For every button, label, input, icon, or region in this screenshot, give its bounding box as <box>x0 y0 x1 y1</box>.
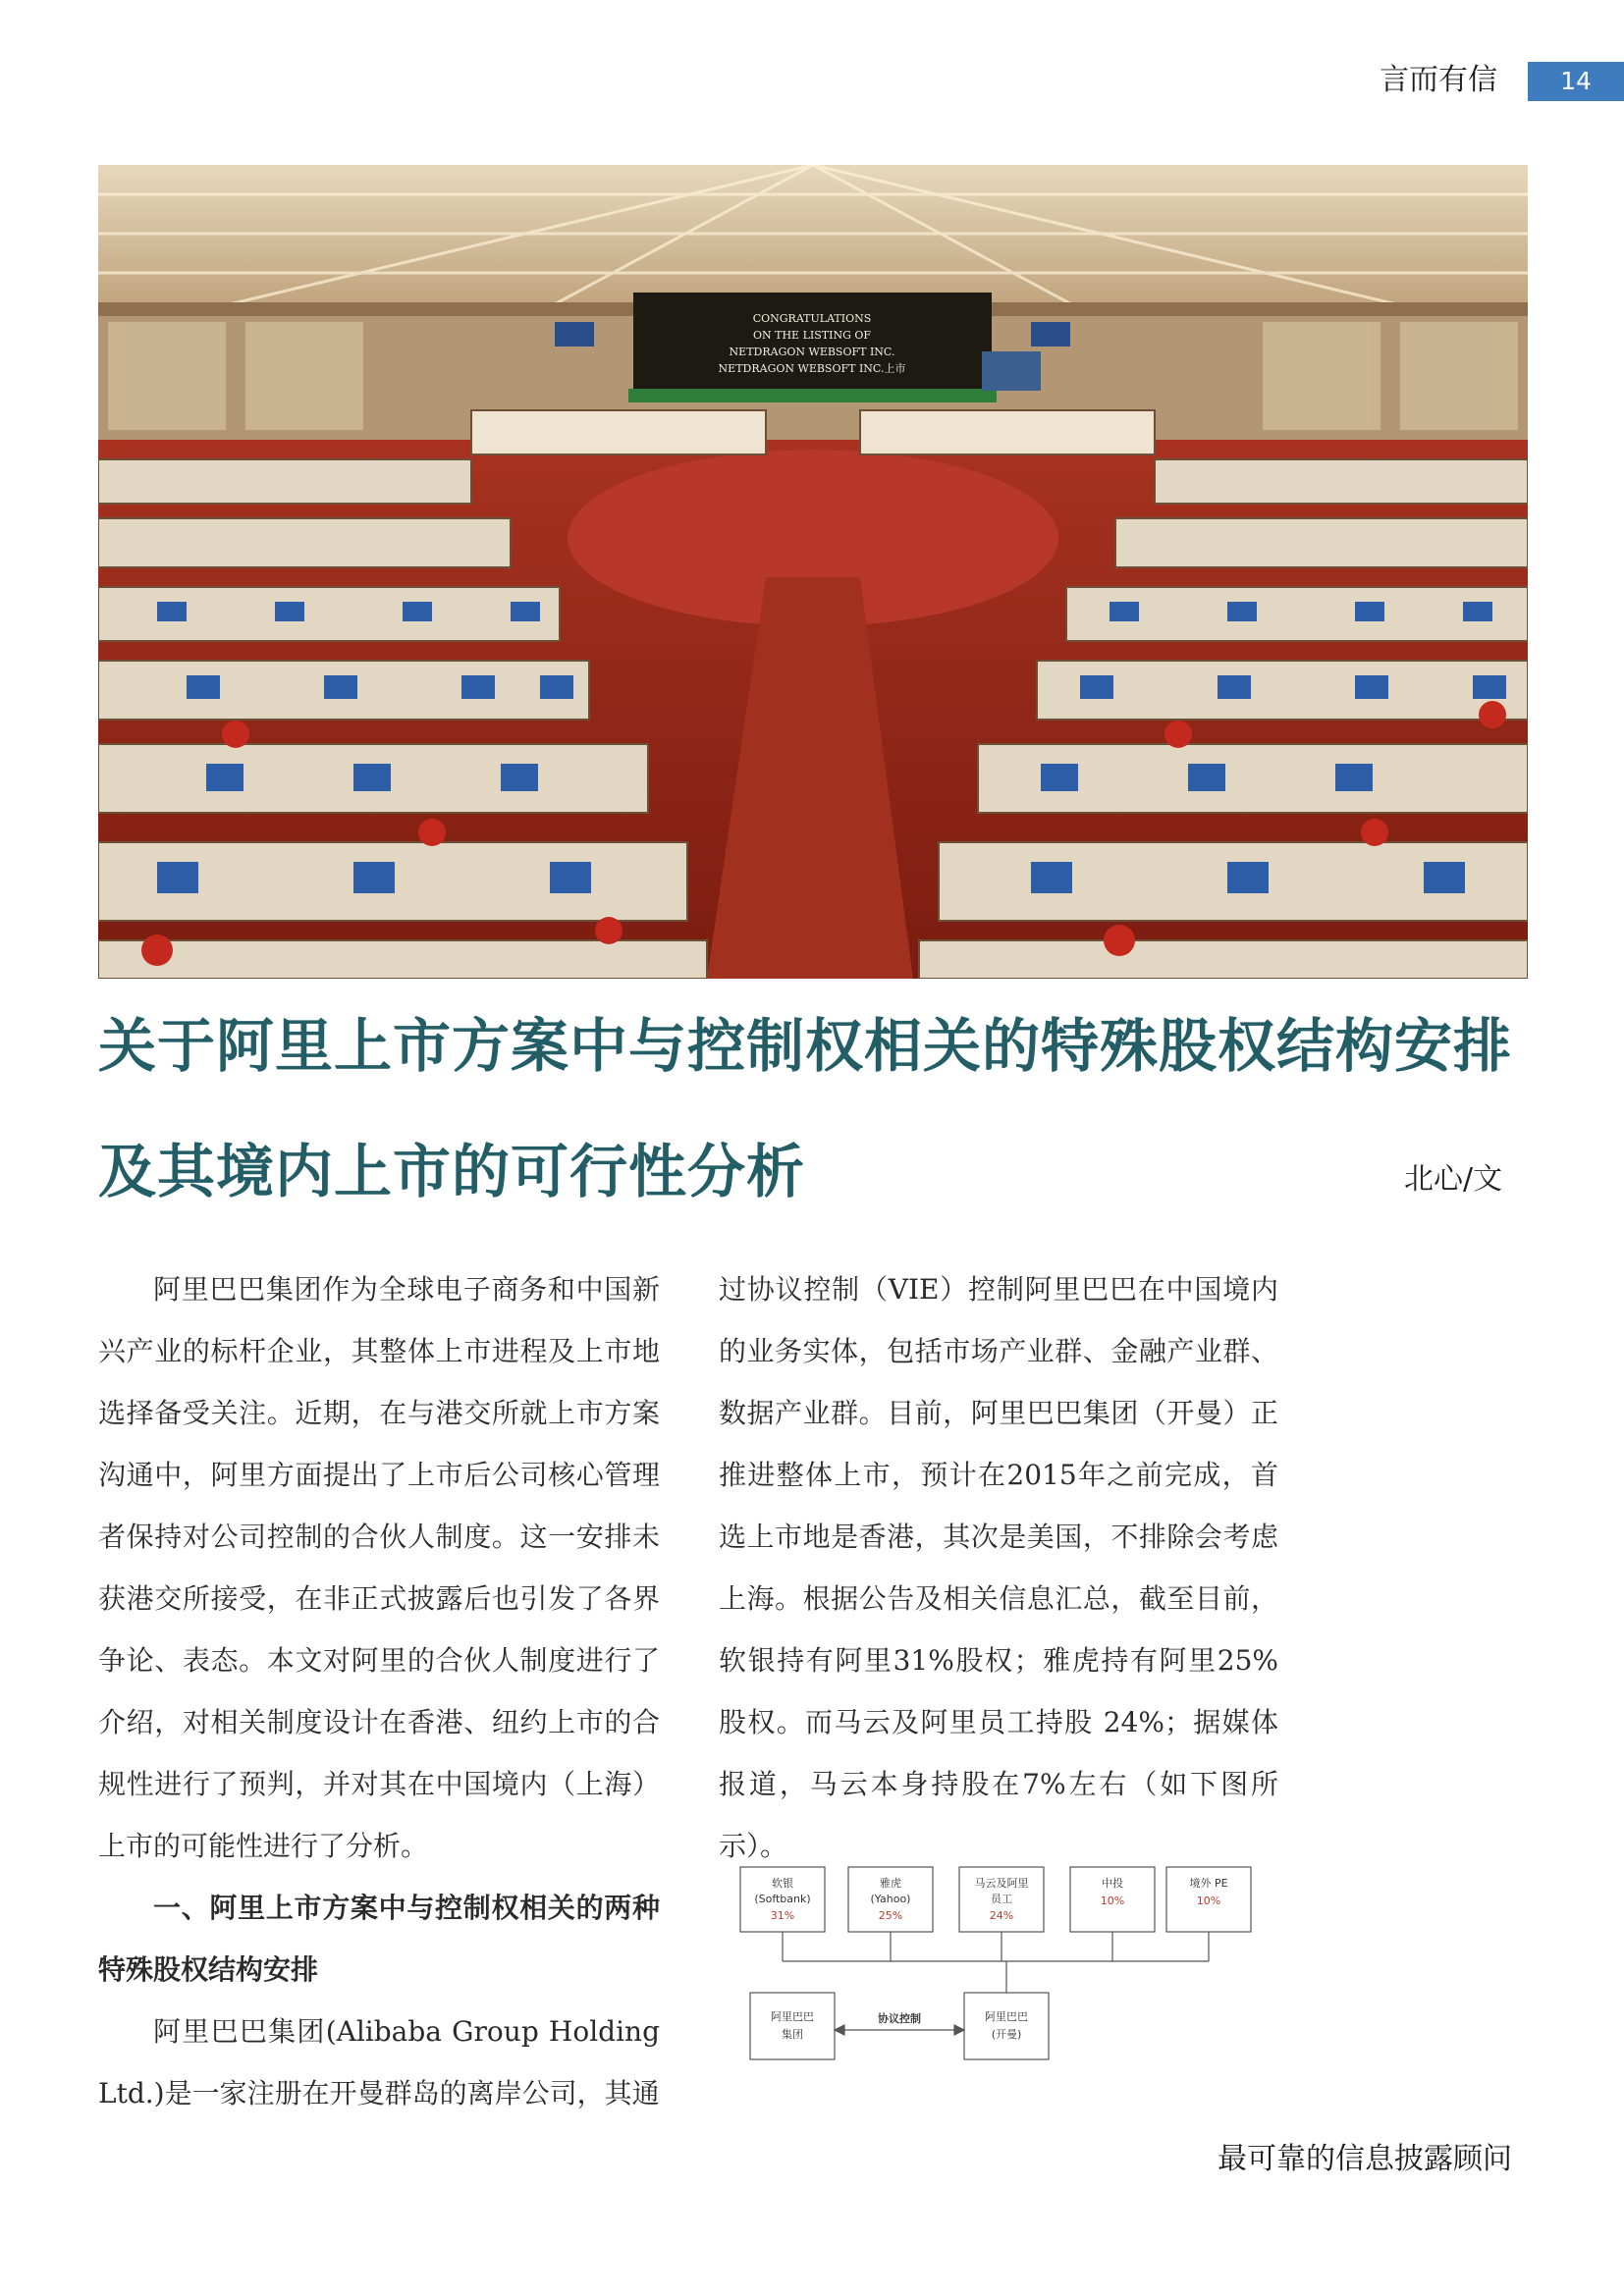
article-byline: 北心/文 <box>1404 1162 1503 1197</box>
page-number-badge: 14 <box>1528 62 1624 101</box>
cayman-label-2: (开曼) <box>991 2028 1022 2041</box>
pe-label: 境外 PE <box>1189 1877 1228 1890</box>
yahoo-label: 雅虎 <box>880 1877 901 1890</box>
softbank-label: 软银 <box>772 1877 793 1890</box>
footer-tagline: 最可靠的信息披露顾问 <box>1218 2142 1512 2176</box>
alibaba-cayman-box <box>964 1993 1049 2059</box>
yahoo-label-en: (Yahoo) <box>870 1893 911 1905</box>
hero-photo-trading-floor <box>98 165 1528 979</box>
article-title-line-1: 关于阿里上市方案中与控制权相关的特殊股权结构安排 <box>98 1012 1513 1080</box>
article-column-right <box>719 1258 1278 1877</box>
body-paragraph: 阿里巴巴集团(Alibaba Group Holding Ltd.)是一家注册在开曼群岛的离岸公司，其通 <box>98 2015 660 2109</box>
board-line-3: NETDRAGON WEBSOFT INC. <box>729 346 895 358</box>
article-title-line-2: 及其境内上市的可行性分析 <box>98 1138 806 1205</box>
softbank-label-en: (Softbank) <box>754 1893 811 1905</box>
group-label-1: 阿里巴巴 <box>771 2010 814 2023</box>
softbank-pct: 31% <box>770 1909 795 1922</box>
board-line-1: CONGRATULATIONS <box>752 312 872 325</box>
group-label-2: 集团 <box>782 2028 803 2041</box>
section-heading-1: 一、阿里上市方案中与控制权相关的两种特殊股权结构安排 <box>98 1892 660 1986</box>
board-line-4: NETDRAGON WEBSOFT INC.上市 <box>718 362 906 375</box>
body-paragraph-continued: 过协议控制（VIE）控制阿里巴巴在中国境内的业务实体，包括市场产业群、金融产业群、数据产业群。目前，阿里巴巴集团（开曼）正推进整体上市，预计在2015年之前完成，首选上市地是香港，其次是美国，不排除会考虑上海。根据公告及相关信息汇总，截至目前，软银持有阿里31%股权；雅虎持有阿里25%股权。而马云及阿里员工持股 24%；据媒体报道，马云本身持股在7%左右（如下图所示）。 <box>719 1273 1278 1862</box>
yahoo-pct: 25% <box>878 1909 903 1922</box>
pe-pct: 10% <box>1196 1895 1221 1907</box>
cayman-label-1: 阿里巴巴 <box>985 2010 1028 2023</box>
board-line-2: ON THE LISTING OF <box>752 329 872 342</box>
founders-label-2: 员工 <box>991 1893 1012 1905</box>
header-slogan: 言而有信 <box>1380 63 1497 97</box>
cic-label: 中投 <box>1102 1877 1123 1890</box>
alibaba-group-box <box>750 1993 835 2059</box>
vie-label: 协议控制 <box>878 2012 921 2025</box>
cic-pct: 10% <box>1100 1895 1125 1907</box>
intro-paragraph: 阿里巴巴集团作为全球电子商务和中国新兴产业的标杆企业，其整体上市进程及上市地选择备受关注。近期，在与港交所就上市方案沟通中，阿里方面提出了上市后公司核心管理者保持对公司控制的合伙人制度。这一安排未获港交所接受，在非正式披露后也引发了各界争论、表态。本文对阿里的合伙人制度进行了介绍，对相关制度设计在香港、纽约上市的合规性进行了预判，并对其在中国境内（上海）上市的可能性进行了分析。 <box>98 1273 660 1862</box>
shareholding-structure-diagram <box>738 1865 1259 2071</box>
founders-label: 马云及阿里 <box>974 1877 1029 1890</box>
article-column-left <box>98 1258 660 2124</box>
founders-pct: 24% <box>989 1909 1014 1922</box>
